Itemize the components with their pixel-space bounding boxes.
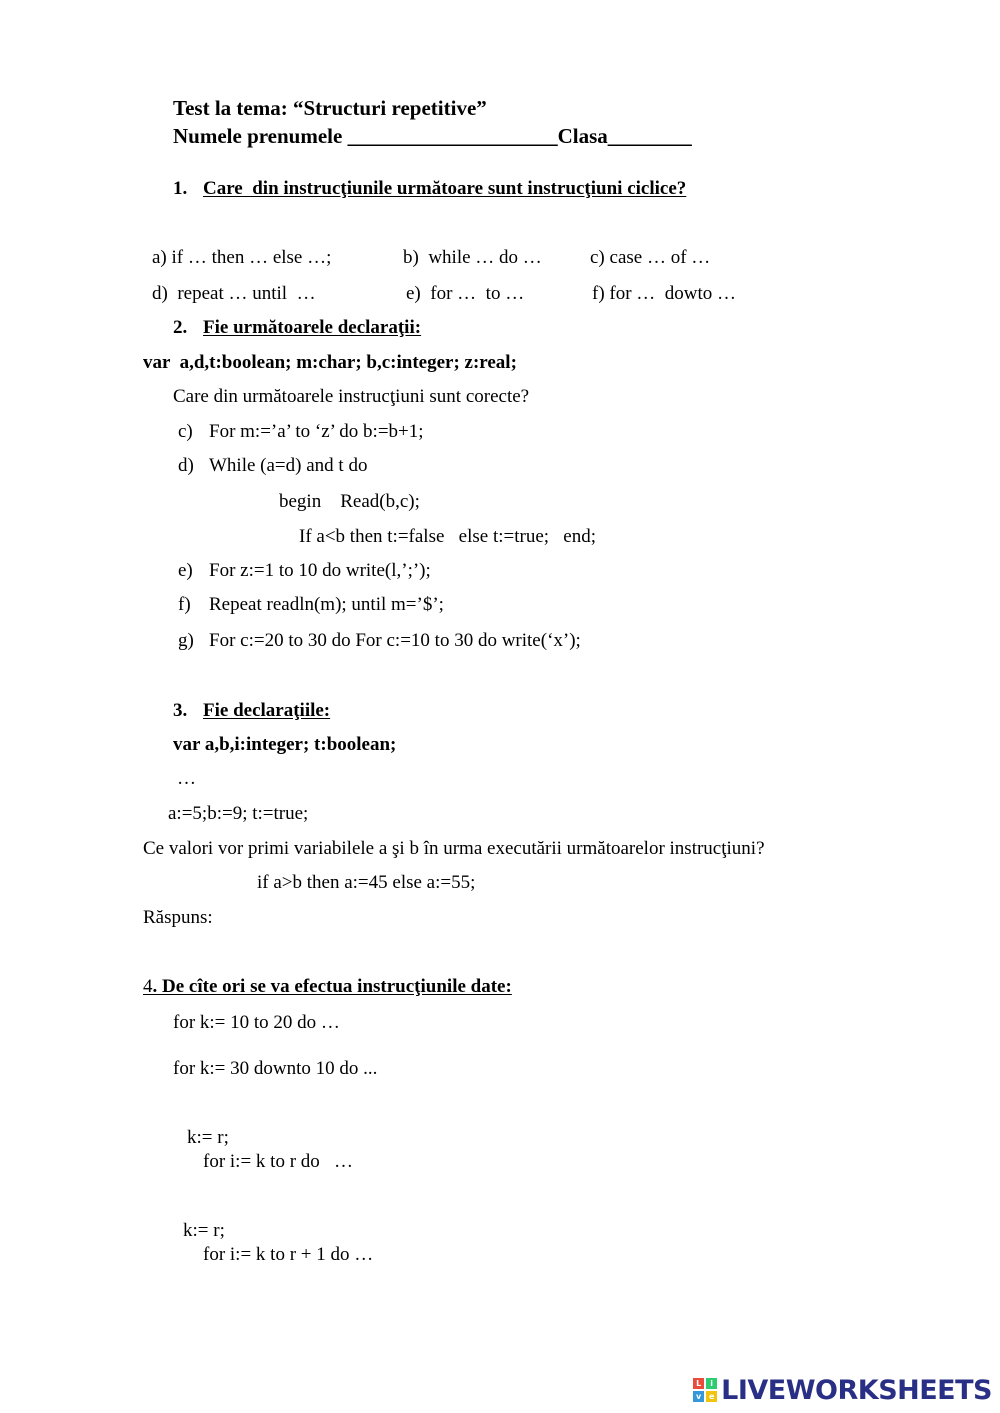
q1-number: 1. xyxy=(173,178,188,199)
q3-answer-label: Răspuns: xyxy=(143,907,213,928)
logo-text: LIVEWORKSHEETS xyxy=(721,1374,992,1406)
name-class-line: Numele prenumele ____________________Clasa________ xyxy=(173,124,692,148)
q2-item-letter: d) xyxy=(178,455,194,476)
q1-option-e: e) for … to … xyxy=(406,283,525,304)
logo-cube: v xyxy=(693,1391,704,1402)
q2-item-text: For m:=’a’ to ‘z’ do b:=b+1; xyxy=(209,421,424,442)
q1-option-f: f) for … dowto … xyxy=(592,283,737,304)
q2-prompt: Care din următoarele instrucţiuni sunt corecte? xyxy=(173,386,530,407)
logo-cube: i xyxy=(706,1378,717,1389)
q4-line: k:= r; xyxy=(183,1220,225,1241)
q2-declaration: var a,d,t:boolean; m:char; b,c:integer; z:real; xyxy=(143,352,517,373)
q3-ellipsis: … xyxy=(177,768,196,789)
q4-line: for i:= k to r + 1 do … xyxy=(203,1244,374,1265)
q4-line: for k:= 10 to 20 do … xyxy=(173,1012,340,1033)
q3-code: if a>b then a:=45 else a:=55; xyxy=(257,872,476,893)
logo-cube: e xyxy=(706,1391,717,1402)
logo-cube: L xyxy=(693,1378,704,1389)
q2-item-text: For c:=20 to 30 do For c:=10 to 30 do write(‘x’); xyxy=(209,630,581,651)
q1-option-a: a) if … then … else …; xyxy=(152,247,332,268)
q3-question: Fie declaraţiile: xyxy=(203,700,331,721)
q2-number: 2. xyxy=(173,317,188,338)
q3-assign: a:=5;b:=9; t:=true; xyxy=(168,803,309,824)
q1-question: Care din instrucţiunile următoare sunt instrucţiuni ciclice? xyxy=(203,178,687,199)
q2-item-text: For z:=1 to 10 do write(l,’;’); xyxy=(209,560,431,581)
q2-item-text: While (a=d) and t do xyxy=(209,455,368,476)
q4-line: k:= r; xyxy=(187,1127,229,1148)
q1-option-d: d) repeat … until … xyxy=(152,283,316,304)
q4-line: for k:= 30 downto 10 do ... xyxy=(173,1058,378,1079)
q1-option-b: b) while … do … xyxy=(403,247,542,268)
liveworksheets-logo xyxy=(693,1375,992,1405)
q3-prompt: Ce valori vor primi variabilele a şi b în urma executării următoarelor instrucţiuni? xyxy=(143,838,765,859)
q4-question-line xyxy=(143,977,512,996)
q1-option-c: c) case … of … xyxy=(590,247,711,268)
q3-declaration: var a,b,i:integer; t:boolean; xyxy=(173,734,397,755)
q2-item-letter: g) xyxy=(178,630,194,651)
test-title: Test la tema: “Structuri repetitive” xyxy=(173,96,487,120)
q3-number: 3. xyxy=(173,700,188,721)
q4-question: . De cîte ori se va efectua instrucţiunile date: xyxy=(152,976,512,997)
q2-item-letter: c) xyxy=(178,421,193,442)
q2-d-if: If a<b then t:=false else t:=true; end; xyxy=(299,526,596,547)
q4-line: for i:= k to r do … xyxy=(203,1151,354,1172)
q2-item-letter: e) xyxy=(178,560,193,581)
q2-item-letter: f) xyxy=(178,594,191,615)
q4-number: 4 xyxy=(143,976,153,997)
q2-d-begin: begin Read(b,c); xyxy=(279,491,420,512)
q2-item-text: Repeat readln(m); until m=’$’; xyxy=(209,594,444,615)
logo-cubes-icon xyxy=(693,1378,717,1402)
q2-question: Fie următoarele declaraţii: xyxy=(203,317,422,338)
